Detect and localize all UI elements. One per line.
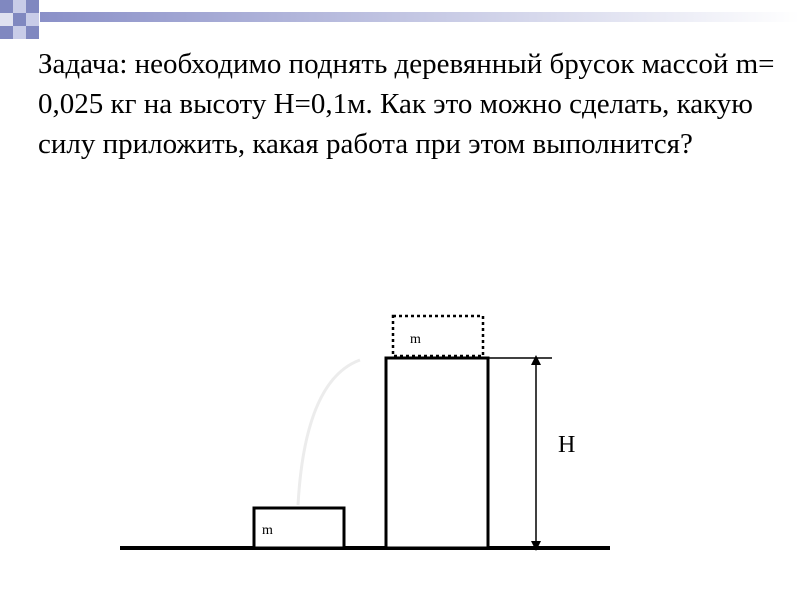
lifted-block: [393, 316, 483, 356]
trajectory-arc: [298, 360, 360, 505]
problem-statement: Задача: необходимо поднять деревянный брусок массой m= 0,025 кг на высоту H=0,1м. Как это можно сделать, какую силу приложить, какая работа при этом выполнится?: [38, 48, 775, 160]
lifted-block-mass-label: m: [410, 332, 421, 347]
block-mass-label: m: [262, 523, 273, 538]
height-label: H: [558, 432, 576, 458]
pillar: [386, 358, 488, 548]
